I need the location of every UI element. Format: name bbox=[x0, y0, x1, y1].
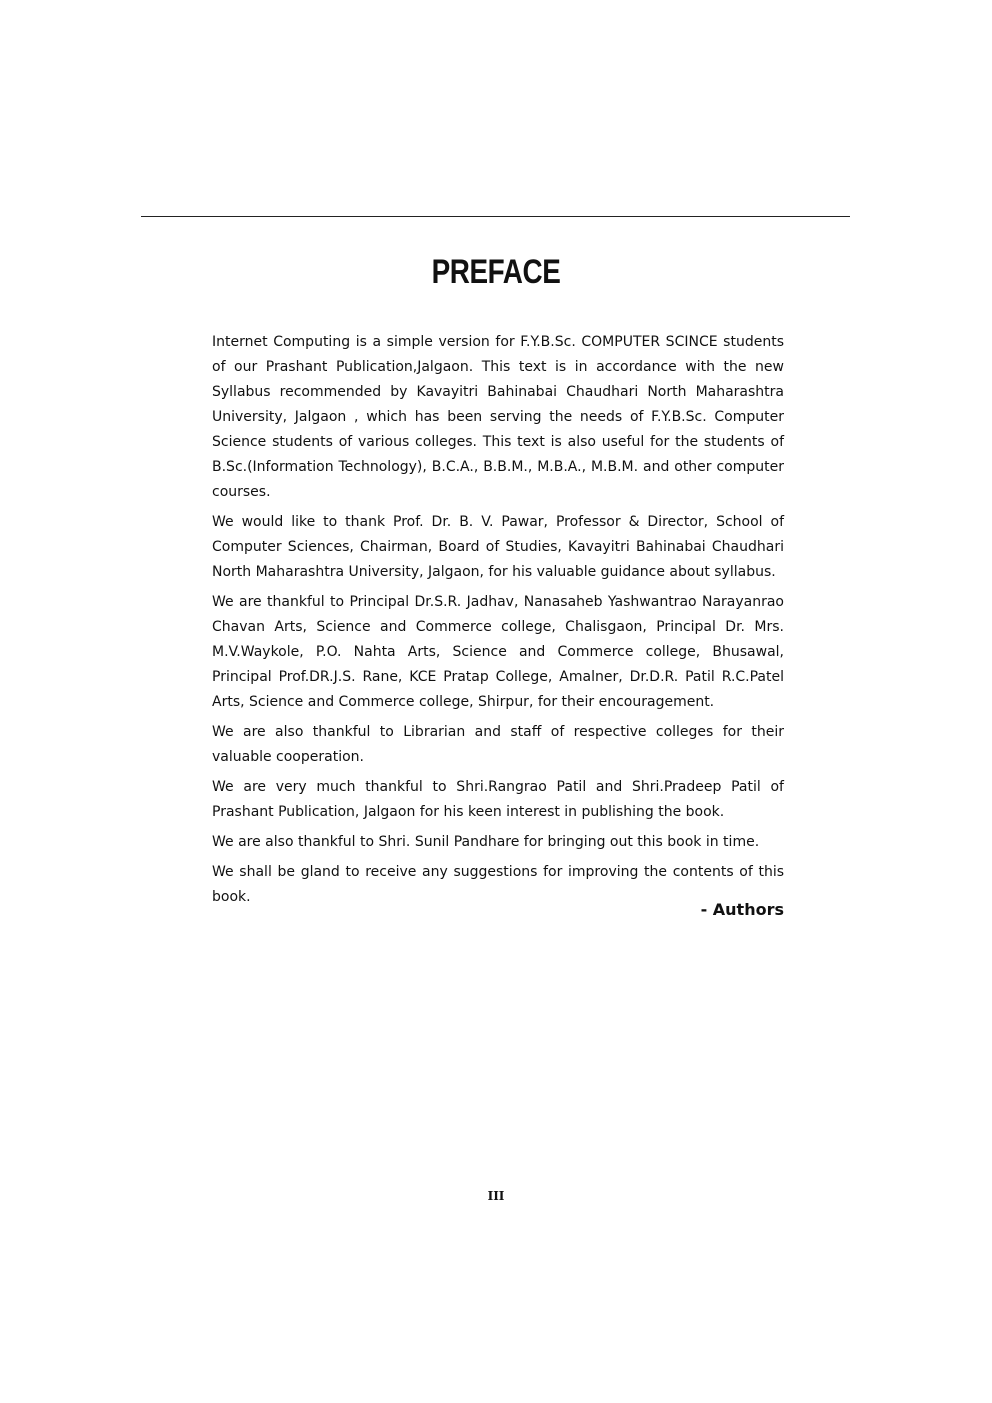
preface-body bbox=[212, 330, 784, 915]
paragraph-intro: Internet Computing is a simple version for F.Y.B.Sc. COMPUTER SCINCE students of our Prashant Publication,Jalgaon. This text is in accordance with the new Syllabus recommended by Kavayitri Bahinabai Chaudhari North Maharashtra University, Jalgaon , which has been serving the needs of F.Y.B.Sc. Computer Science students of various colleges. This text is also useful for the students of B.Sc.(Information Technology), B.C.A., B.B.M., M.B.A., M.B.M. and other computer courses. bbox=[212, 334, 784, 500]
paragraph-thanks-pawar: We would like to thank Prof. Dr. B. V. Pawar, Professor & Director, School of Computer Sciences, Chairman, Board of Studies, Kavayitri Bahinabai Chaudhari North Maharashtra University, Jalgaon, for his valuable guidance about syllabus. bbox=[212, 514, 784, 580]
authors-signature: - Authors bbox=[700, 900, 784, 919]
paragraph-suggestions: We shall be gland to receive any suggestions for improving the contents of this book. bbox=[212, 864, 784, 905]
paragraph-thanks-librarian: We are also thankful to Librarian and staff of respective colleges for their valuable cooperation. bbox=[212, 724, 784, 765]
paragraph-thanks-principals: We are thankful to Principal Dr.S.R. Jadhav, Nanasaheb Yashwantrao Narayanrao Chavan Arts, Science and Commerce college, Chalisgaon, Principal Dr. Mrs. M.V.Waykole, P.O. Nahta Arts, Science and Commerce college, Bhusawal, Principal Prof.DR.J.S. Rane, KCE Pratap College, Amalner, Dr.D.R. Patil R.C.Patel Arts, Science and Commerce college, Shirpur, for their encouragement. bbox=[212, 594, 784, 710]
header-rule bbox=[141, 216, 850, 217]
page-number: III bbox=[487, 1189, 505, 1203]
paragraph-thanks-publishers: We are very much thankful to Shri.Rangrao Patil and Shri.Pradeep Patil of Prashant Publication, Jalgaon for his keen interest in publishing the book. bbox=[212, 779, 784, 820]
paragraph-thanks-pandhare: We are also thankful to Shri. Sunil Pandhare for bringing out this book in time. bbox=[212, 834, 760, 850]
page-title: PREFACE bbox=[431, 253, 561, 291]
